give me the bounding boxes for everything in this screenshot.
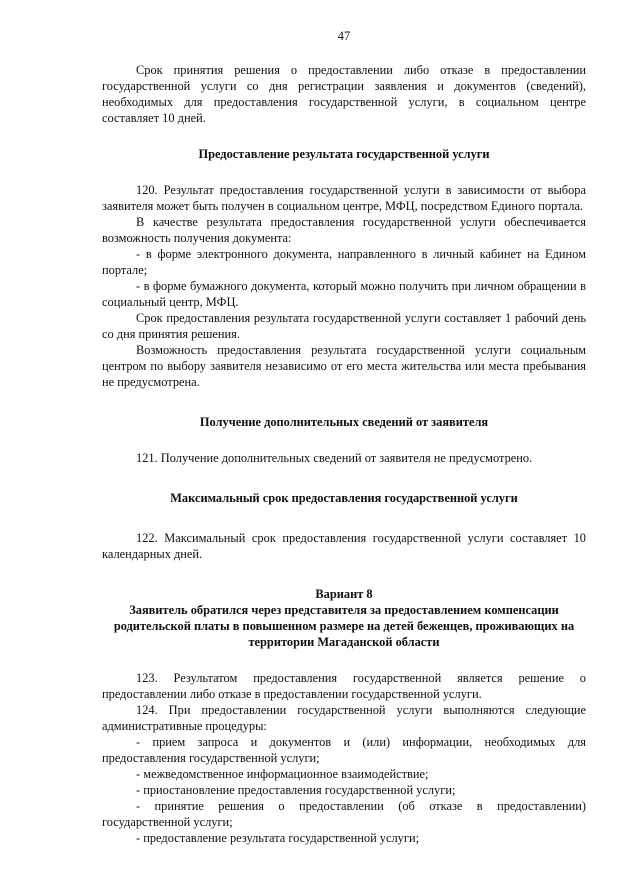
paragraph-123: 123. Результатом предоставления государственной является решение о предоставлении либо отказе в предоставлении государственной услуги. <box>102 671 586 701</box>
list-item-decision: - принятие решения о предоставлении (об отказе в предоставлении) государственной услуги; <box>102 799 586 829</box>
list-item-electronic: - в форме электронного документа, направленного в личный кабинет на Едином портале; <box>102 247 586 277</box>
page-number: 47 <box>337 29 351 43</box>
heading-variant: Вариант 8 <box>315 587 373 601</box>
paragraph-121: 121. Получение дополнительных сведений от заявителя не предусмотрено. <box>136 451 533 465</box>
list-item-suspension: - приостановление предоставления государственной услуги; <box>136 783 456 797</box>
paragraph-122: 122. Максимальный срок предоставления государственной услуги составляет 10 календарных дней. <box>102 531 586 561</box>
document-page <box>102 28 586 846</box>
paragraph-extraterritorial: Возможность предоставления результата государственной услуги социальным центром по выбору заявителя независимо от его места жительства или места пребывания не предусмотрена. <box>102 343 586 389</box>
heading-variant-description: Заявитель обратился через представителя за предоставлением компенсации родительской платы в повышенном размере на детей беженцев, проживающих на территории Магаданской области <box>113 603 575 649</box>
list-item-request-intake: - прием запроса и документов и (или) информации, необходимых для предоставления государственной услуги; <box>102 735 586 765</box>
paragraph-result-term: Срок предоставления результата государственной услуги составляет 1 рабочий день со дня принятия решения. <box>102 311 586 341</box>
heading-max-term: Максимальный срок предоставления государственной услуги <box>170 491 518 505</box>
list-item-interagency: - межведомственное информационное взаимодействие; <box>136 767 429 781</box>
paragraph-124: 124. При предоставлении государственной услуги выполняются следующие административные процедуры: <box>102 703 586 733</box>
paragraph-decision-term: Срок принятия решения о предоставлении либо отказе в предоставлении государственной услуги со дня регистрации заявления и документов (сведений), необходимых для предоставления государственной услуги, в социальном центре составляет 10 дней. <box>102 63 586 125</box>
list-item-paper: - в форме бумажного документа, который можно получить при личном обращении в социальный центр, МФЦ. <box>102 279 586 309</box>
paragraph-result-document: В качестве результата предоставления государственной услуги обеспечивается возможность получения документа: <box>102 215 586 245</box>
heading-additional-info: Получение дополнительных сведений от заявителя <box>199 415 489 429</box>
heading-result-provision: Предоставление результата государственной услуги <box>198 147 490 161</box>
paragraph-120: 120. Результат предоставления государственной услуги в зависимости от выбора заявителя может быть получен в социальном центре, МФЦ, посредством Единого портала. <box>102 183 586 213</box>
list-item-result-provision: - предоставление результата государственной услуги; <box>136 831 420 845</box>
